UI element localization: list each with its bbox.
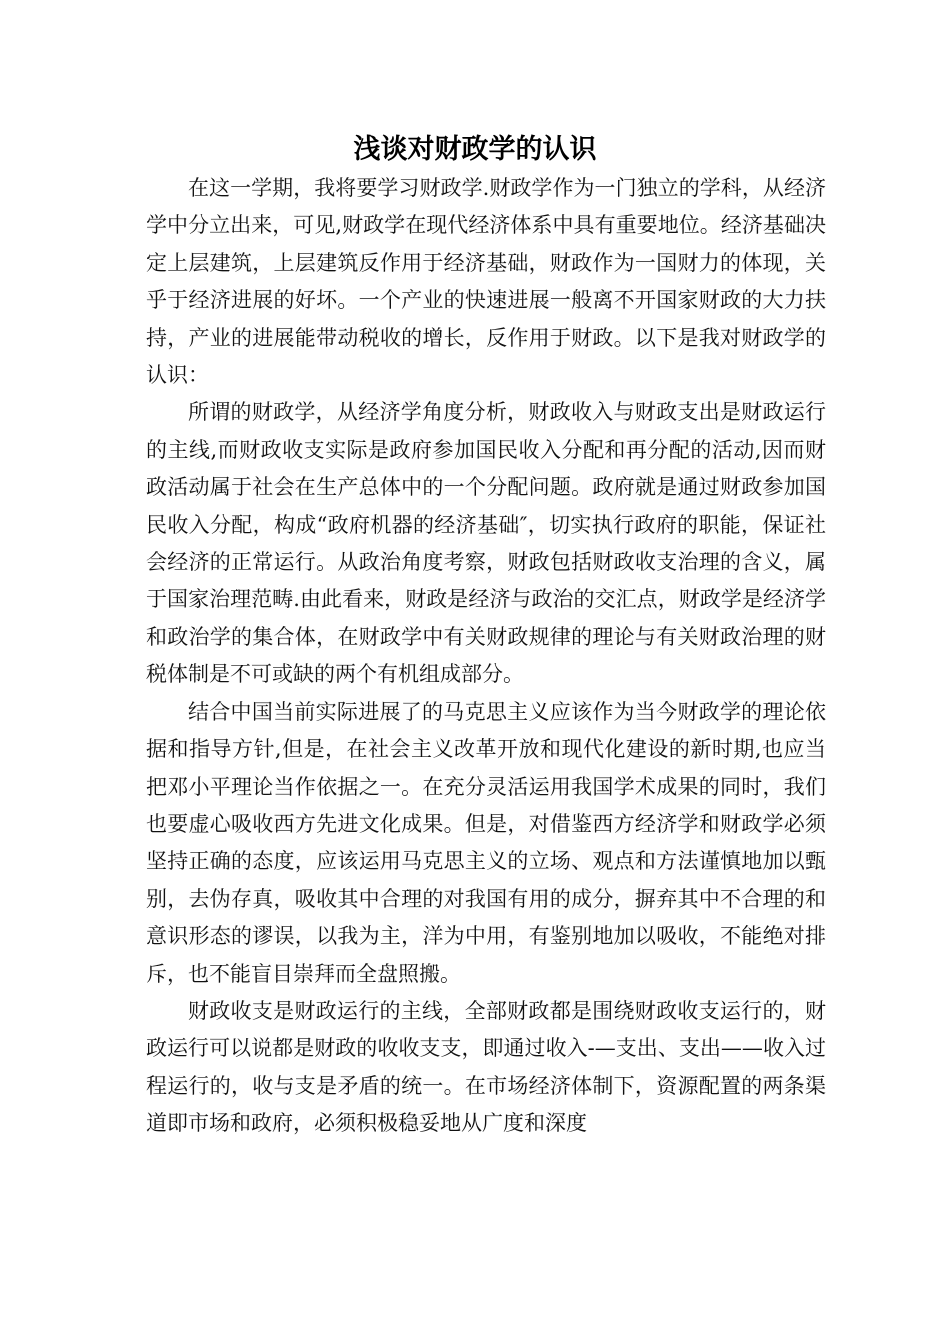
document-title: 浅谈对财政学的认识 <box>353 134 597 165</box>
paragraph-revenue-expenditure: 财政收支是财政运行的主线，全部财政都是围绕财政收支运行的，财政运行可以说都是财政的收收支支，即通过收入-—支出、支出——收入过程运行的，收与支是矛盾的统一。在市场经济体制下，资源配置的两条渠道即市场和政府，必须积极稳妥地从广度和深度 <box>146 998 826 1136</box>
paragraph-theory-basis: 结合中国当前实际进展了的马克思主义应该作为当今财政学的理论依据和指导方针,但是，在社会主义改革开放和现代化建设的新时期,也应当把邓小平理论当作依据之一。在充分灵活运用我国学术成果的同时，我们也要虚心吸收西方先进文化成果。但是，对借鉴西方经济学和财政学必须坚持正确的态度，应该运用马克思主义的立场、观点和方法谨慎地加以甄别，去伪存真，吸收其中合理的对我国有用的成分，摒弃其中不合理的和意识形态的谬误，以我为主，洋为中用，有鉴别地加以吸收，不能绝对排斥，也不能盲目崇拜而全盘照搬。 <box>146 699 826 986</box>
paragraph-definition: 所谓的财政学，从经济学角度分析，财政收入与财政支出是财政运行的主线,而财政收支实际是政府参加国民收入分配和再分配的活动,因而财政活动属于社会在生产总体中的一个分配问题。政府就是通过财政参加国民收入分配，构成“政府机器的经济基础″，切实执行政府的职能，保证社会经济的正常运行。从政治角度考察，财政包括财政收支治理的含义，属于国家治理范畴.由此看来，财政是经济与政治的交汇点，财政学是经济学和政治学的集合体，在财政学中有关财政规律的理论与有关财政治理的财税体制是不可或缺的两个有机组成部分。 <box>146 400 826 687</box>
document-body <box>146 170 826 1143</box>
paragraph-intro: 在这一学期，我将要学习财政学.财政学作为一门独立的学科，从经济学中分立出来，可见,财政学在现代经济体系中具有重要地位。经济基础决定上层建筑，上层建筑反作用于经济基础，财政作为一国财力的体现，关乎于经济进展的好坏。一个产业的快速进展一般离不开国家财政的大力扶持，产业的进展能带动税收的增长，反作用于财政。以下是我对财政学的认识： <box>146 176 826 388</box>
